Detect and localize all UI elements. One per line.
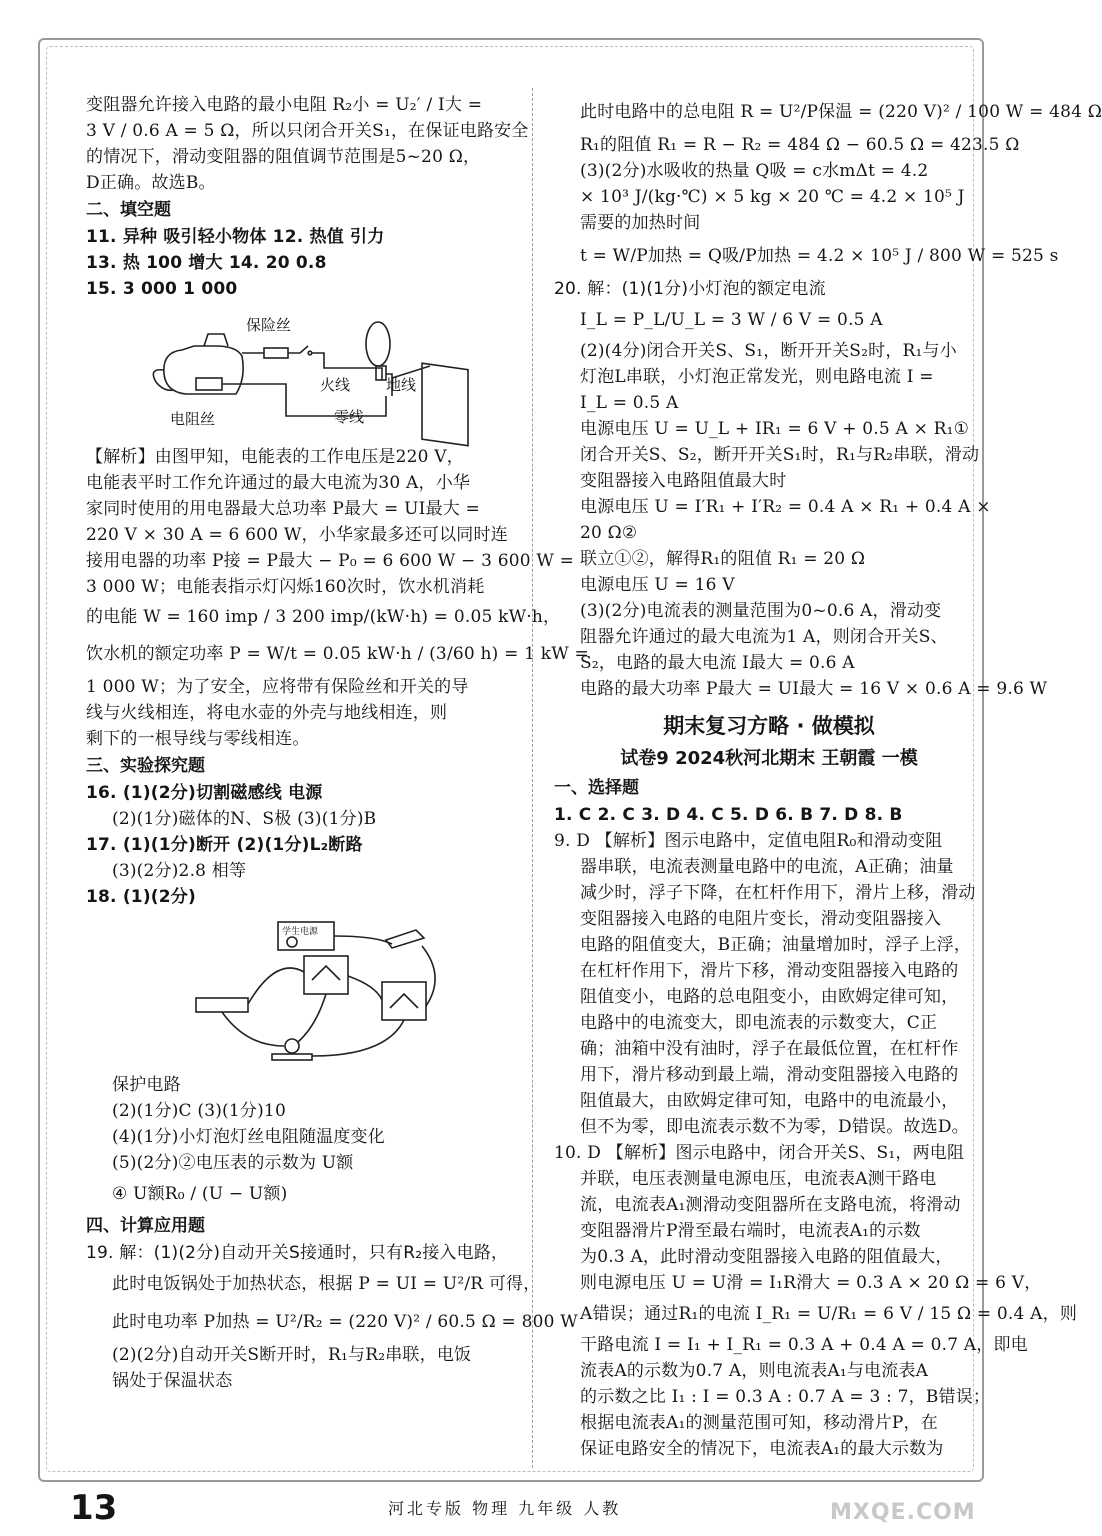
calc-line: 电源电压 U = I′R₁ + I′R₂ = 0.4 A × R₁ + 0.4 A ×	[580, 497, 991, 517]
analysis-line: 3 000 W；电能表指示灯闪烁160次时，饮水机消耗	[86, 577, 485, 597]
analysis-line: 的示数之比 I₁ : I = 0.3 A : 0.7 A = 3 : 7，B错误；	[580, 1387, 991, 1407]
analysis-line: 在杠杆作用下，滑片下移，滑动变阻器接入电路的	[580, 961, 959, 981]
analysis-line: 电能表平时工作允许通过的最大电流为30 A，小华	[86, 473, 471, 493]
section-heading: 三、实验探究题	[86, 756, 205, 776]
answer-line: 13. 热 100 增大 14. 20 0.8	[86, 253, 327, 273]
calc-line: S₂，电路的最大电流 I最大 = 0.6 A	[580, 653, 855, 673]
analysis-line: 则电源电压 U = U滑 = I₁R滑大 = 0.3 A × 20 Ω = 6 V，	[580, 1273, 1042, 1293]
analysis-line: 阻值最大，由欧姆定律可知，电路中的电流最小，	[580, 1091, 959, 1111]
fuse-label: 保险丝	[246, 316, 292, 334]
analysis-line: 接用电器的功率 P接 = P最大 − P₀ = 6 600 W − 3 600 W =	[86, 551, 575, 571]
analysis-line: 电路中的电流变大，即电流表的示数变大，C正	[580, 1013, 938, 1033]
answer-line: (3)(2分)2.8 相等	[112, 861, 247, 881]
live-wire-label: 火线	[320, 376, 351, 394]
analysis-line: 减少时，浮子下降，在杠杆作用下，滑片上移，滑动	[580, 883, 976, 903]
calc-line: 阻器允许通过的最大电流为1 A，则闭合开关S、	[580, 627, 948, 647]
analysis-line: 确；油箱中没有油时，浮子在最低位置，在杠杆作	[580, 1039, 959, 1059]
analysis-line: 并联，电压表测量电源电压，电流表A测干路电	[580, 1169, 937, 1189]
analysis-line: 9. D 【解析】图示电路中，定值电阻R₀和滑动变阻	[554, 831, 943, 851]
analysis-line: 剩下的一根导线与零线相连。	[86, 729, 310, 749]
left-column	[86, 92, 589, 1394]
analysis-line: 用下，滑片移动到最上端，滑动变阻器接入电路的	[580, 1065, 959, 1085]
analysis-line: 根据电流表A₁的测量范围可知，移动滑片P，在	[580, 1413, 938, 1433]
analysis-line: 变阻器滑片P滑至最右端时，电流表A₁的示数	[580, 1221, 921, 1241]
analysis-line: 电路的阻值变大，B正确；油量增加时，浮子上浮，	[580, 935, 972, 955]
calc-line: (2)(4分)闭合开关S、S₁，断开开关S₂时，R₁与小	[580, 341, 957, 361]
analysis-line: 流表A的示数为0.7 A，则电流表A₁与电流表A	[580, 1361, 929, 1381]
analysis-line: 器串联，电流表测量电路中的电流，A正确；油量	[580, 857, 954, 877]
analysis-line: 【解析】由图甲知，电能表的工作电压是220 V，	[86, 447, 464, 467]
answer-line: 11. 异种 吸引轻小物体 12. 热值 引力	[86, 227, 385, 247]
kettle-wiring-diagram	[86, 308, 516, 438]
analysis-line: 的电能 W = 160 imp / 3 200 imp/(kW·h) = 0.05 kW·h，	[86, 607, 561, 627]
circuit-photo-figure	[86, 916, 516, 1066]
calc-line: I_L = 0.5 A	[580, 393, 679, 413]
watermark: MXQE.COM	[830, 1500, 976, 1525]
calc-line: t = W/P加热 = Q吸/P加热 = 4.2 × 10⁵ J / 800 W = 525 s	[580, 246, 1059, 266]
analysis-line: 家同时使用的用电器最大总功率 P最大 = UI最大 =	[86, 499, 480, 519]
calc-line: 灯泡L串联，小灯泡正常发光，则电路电流 I =	[580, 367, 934, 387]
answer-line: (2)(1分)C (3)(1分)10	[112, 1101, 286, 1121]
calc-line: 此时电饭锅处于加热状态，根据 P = UI = U²/R 可得，	[112, 1274, 541, 1294]
calc-line: (2)(2分)自动开关S断开时，R₁与R₂串联，电饭	[112, 1345, 472, 1365]
section-heading: 四、计算应用题	[86, 1216, 205, 1236]
calc-line: R₁的阻值 R₁ = R − R₂ = 484 Ω − 60.5 Ω = 423.5 Ω	[580, 135, 1020, 155]
calc-line: 19. 解：(1)(2分)自动开关S接通时，只有R₂接入电路，	[86, 1243, 509, 1263]
calc-line: (3)(2分)电流表的测量范围为0~0.6 A，滑动变	[580, 601, 942, 621]
text-line: 的情况下，滑动变阻器的阻值调节范围是5~20 Ω，	[86, 147, 481, 167]
circuit-apparatus-diagram	[86, 916, 516, 1066]
text-line: D正确。故选B。	[86, 173, 216, 193]
calc-line: 需要的加热时间	[580, 213, 701, 233]
calc-line: 变阻器接入电路阻值最大时	[580, 471, 787, 491]
section-heading: 二、填空题	[86, 200, 171, 220]
analysis-line: 220 V × 30 A = 6 600 W，小华家最多还可以同时连	[86, 525, 508, 545]
answer-line: (2)(1分)磁体的N、S极 (3)(1分)B	[112, 809, 377, 829]
calc-line: 闭合开关S、S₂，断开开关S₁时，R₁与R₂串联，滑动	[580, 445, 980, 465]
calc-line: I_L = P_L/U_L = 3 W / 6 V = 0.5 A	[580, 310, 883, 330]
analysis-line: 阻值变小，电路的总电阻变小，由欧姆定律可知，	[580, 987, 959, 1007]
answer-line: (5)(2分)②电压表的示数为 U额	[112, 1153, 354, 1173]
answer-line: 15. 3 000 1 000	[86, 279, 238, 299]
section-title: 期末复习方略 · 做模拟	[663, 714, 875, 738]
calc-line: 联立①②，解得R₁的阻值 R₁ = 20 Ω	[580, 549, 866, 569]
kettle-wiring-figure	[86, 308, 516, 438]
calc-line: (3)(2分)水吸收的热量 Q吸 = c水mΔt = 4.2	[580, 161, 929, 181]
analysis-line: 为0.3 A，此时滑动变阻器接入电路的阻值最大，	[580, 1247, 953, 1267]
analysis-line: 饮水机的额定功率 P = W/t = 0.05 kW·h / (3/60 h) = 1 kW =	[86, 644, 589, 664]
right-column	[554, 92, 1102, 1462]
power-source-label: 学生电源	[282, 927, 319, 937]
analysis-line: 但不为零，即电流表示数不为零，D错误。故选D。	[580, 1117, 969, 1137]
text-line: 3 V / 0.6 A = 5 Ω，所以只闭合开关S₁，在保证电路安全	[86, 121, 529, 141]
calc-line: 电源电压 U = 16 V	[580, 575, 735, 595]
analysis-line: A错误；通过R₁的电流 I_R₁ = U/R₁ = 6 V / 15 Ω = 0.4 A，则	[580, 1304, 1078, 1324]
text-line: 变阻器允许接入电路的最小电阻 R₂小 = U₂′ / I大 =	[86, 95, 483, 115]
section-heading: 一、选择题	[554, 778, 639, 798]
ground-wire-label: 地线	[386, 376, 417, 394]
calc-line: 此时电功率 P加热 = U²/R₂ = (220 V)² / 60.5 Ω = 800 W	[112, 1312, 578, 1332]
page-number: 13	[70, 1488, 118, 1528]
analysis-line: 1 000 W；为了安全，应将带有保险丝和开关的导	[86, 677, 469, 697]
answer-line: 18. (1)(2分)	[86, 887, 196, 907]
answer-line: 16. (1)(2分)切割磁感线 电源	[86, 783, 323, 803]
choice-answers: 1. C 2. C 3. D 4. C 5. D 6. B 7. D 8. B	[554, 805, 903, 825]
calc-line: 电路的最大功率 P最大 = UI最大 = 16 V × 0.6 A = 9.6 W	[580, 679, 1048, 699]
calc-line: × 10³ J/(kg·℃) × 5 kg × 20 ℃ = 4.2 × 10⁵ J	[580, 187, 965, 207]
calc-line: 此时电路中的总电阻 R = U²/P保温 = (220 V)² / 100 W = 484 Ω	[580, 102, 1102, 122]
calc-line: 20. 解：(1)(1分)小灯泡的额定电流	[554, 279, 826, 299]
answer-line: (4)(1分)小灯泡灯丝电阻随温度变化	[112, 1127, 385, 1147]
heater-wire-label: 电阻丝	[170, 410, 216, 428]
calc-line: 20 Ω②	[580, 523, 638, 543]
analysis-line: 保证电路安全的情况下，电流表A₁的最大示数为	[580, 1439, 944, 1459]
analysis-line: 流，电流表A₁测滑动变阻器所在支路电流，将滑动	[580, 1195, 961, 1215]
footer-text: 河北专版 物理 九年级 人教	[388, 1499, 622, 1518]
neutral-wire-label: 零线	[334, 408, 365, 426]
analysis-line: 变阻器接入电路的电阻片变长，滑动变阻器接入	[580, 909, 942, 929]
exam-title: 试卷9 2024秋河北期末 王朝霞 一模	[620, 748, 918, 769]
answer-line: 保护电路	[112, 1075, 181, 1095]
calc-line: 电源电压 U = U_L + IR₁ = 6 V + 0.5 A × R₁①	[580, 419, 970, 439]
answer-line: 17. (1)(1分)断开 (2)(1分)L₂断路	[86, 835, 363, 855]
answer-line: ④ U额R₀ / (U − U额)	[112, 1184, 288, 1204]
column-divider	[532, 88, 533, 1468]
calc-line: 锅处于保温状态	[112, 1371, 233, 1391]
analysis-line: 干路电流 I = I₁ + I_R₁ = 0.3 A + 0.4 A = 0.7 A，即电	[580, 1335, 1028, 1355]
analysis-line: 10. D 【解析】图示电路中，闭合开关S、S₁，两电阻	[554, 1143, 965, 1163]
analysis-line: 线与火线相连，将电水壶的外壳与地线相连，则	[86, 703, 448, 723]
